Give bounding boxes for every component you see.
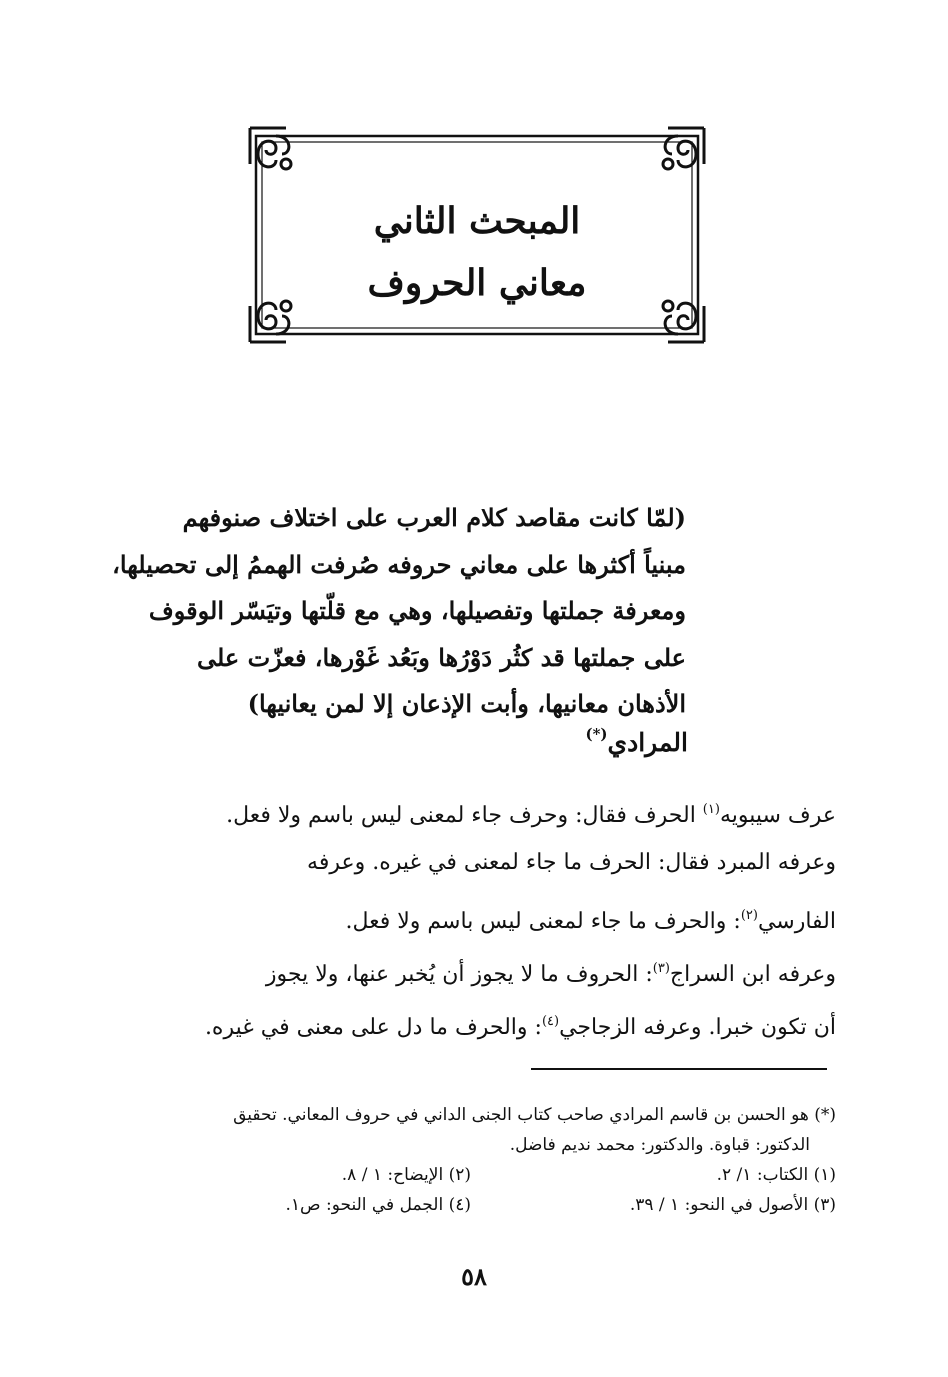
paragraph-1 xyxy=(110,783,836,836)
chapter-heading xyxy=(246,190,708,314)
quote-line: ومعرفة جملتها وتفصيلها، وهي مع قلّتها وتيَسّر الوقوف xyxy=(148,596,686,625)
footnote-divider xyxy=(531,1068,827,1070)
paragraph-3-line-1 xyxy=(110,942,836,995)
quote-line: مبنياً أكثرها على معاني حروفه صُرفت الهممُ إلى تحصيلها، xyxy=(112,549,686,579)
page-number: ٥٨ xyxy=(461,1262,487,1291)
footnote-ref-2: (٢) xyxy=(740,908,758,923)
text-run: : الحروف ما لا يجوز أن يُخبر عنها، ولا يجوز xyxy=(265,962,653,987)
footnote-star-line-2: الدكتور: قباوة. والدكتور: محمد نديم فاضل. xyxy=(509,1135,810,1155)
text-run: الفارسي xyxy=(757,909,836,934)
footnote-3: (٣) الأصول في النحو: ١ / ٣٩. xyxy=(629,1195,836,1215)
body-text xyxy=(110,783,836,1048)
footnote-ref-1: (١) xyxy=(702,802,720,817)
footnote-ref-4: (٤) xyxy=(541,1014,560,1029)
text-run: وعرفه ابن السراج xyxy=(669,962,836,987)
epigraph-quote xyxy=(112,495,686,728)
heading-line-2: معاني الحروف xyxy=(367,262,587,304)
footnote-marker-star: (*) xyxy=(585,725,608,743)
footnote-1: (١) الكتاب: ١/ ٢. xyxy=(716,1165,836,1185)
quote-line: على جملتها قد كثُر دَوْرُها وبَعُد غَوْرها، فعزّت على xyxy=(196,642,686,672)
quote-line: الأذهان معانيها، وأبت الإذعان إلا لمن يعانيها) xyxy=(247,689,686,718)
text-run: : والحرف ما دل على معنى في غيره. xyxy=(204,1015,542,1040)
title-frame xyxy=(246,124,708,346)
text-run: : والحرف ما جاء لمعنى ليس باسم ولا فعل. xyxy=(345,909,741,934)
text-run: أن تكون خبرا. وعرفه الزجاجي xyxy=(559,1015,836,1040)
heading-line-1: المبحث الثاني xyxy=(373,200,581,242)
footnotes xyxy=(106,1100,836,1220)
footnote-ref-3: (٣) xyxy=(652,961,670,976)
footnote-row-2 xyxy=(106,1190,836,1220)
text-run: الحرف فقال: وحرف جاء لمعنى ليس باسم ولا فعل. xyxy=(226,803,703,828)
author-name: المرادي xyxy=(607,728,688,757)
text-run: عرف سيبويه xyxy=(719,803,836,828)
paragraph-2-line-2 xyxy=(110,889,836,942)
quote-line: (لمّا كانت مقاصد كلام العرب على اختلاف صنوفهم xyxy=(182,503,686,532)
paragraph-3-line-2 xyxy=(110,995,836,1048)
footnote-4: (٤) الجمل في النحو: ص١. xyxy=(285,1195,471,1215)
footnote-star-line-1: (*) هو الحسن بن قاسم المرادي صاحب كتاب الجنى الداني في حروف المعاني. تحقيق xyxy=(233,1105,836,1125)
footnote-2: (٢) الإيضاح: ١ / ٨. xyxy=(341,1165,471,1185)
footnote-row-1 xyxy=(106,1160,836,1190)
paragraph-2-line-1: وعرفه المبرد فقال: الحرف ما جاء لمعنى في غيره. وعرفه xyxy=(307,850,836,875)
quote-author xyxy=(585,725,688,757)
